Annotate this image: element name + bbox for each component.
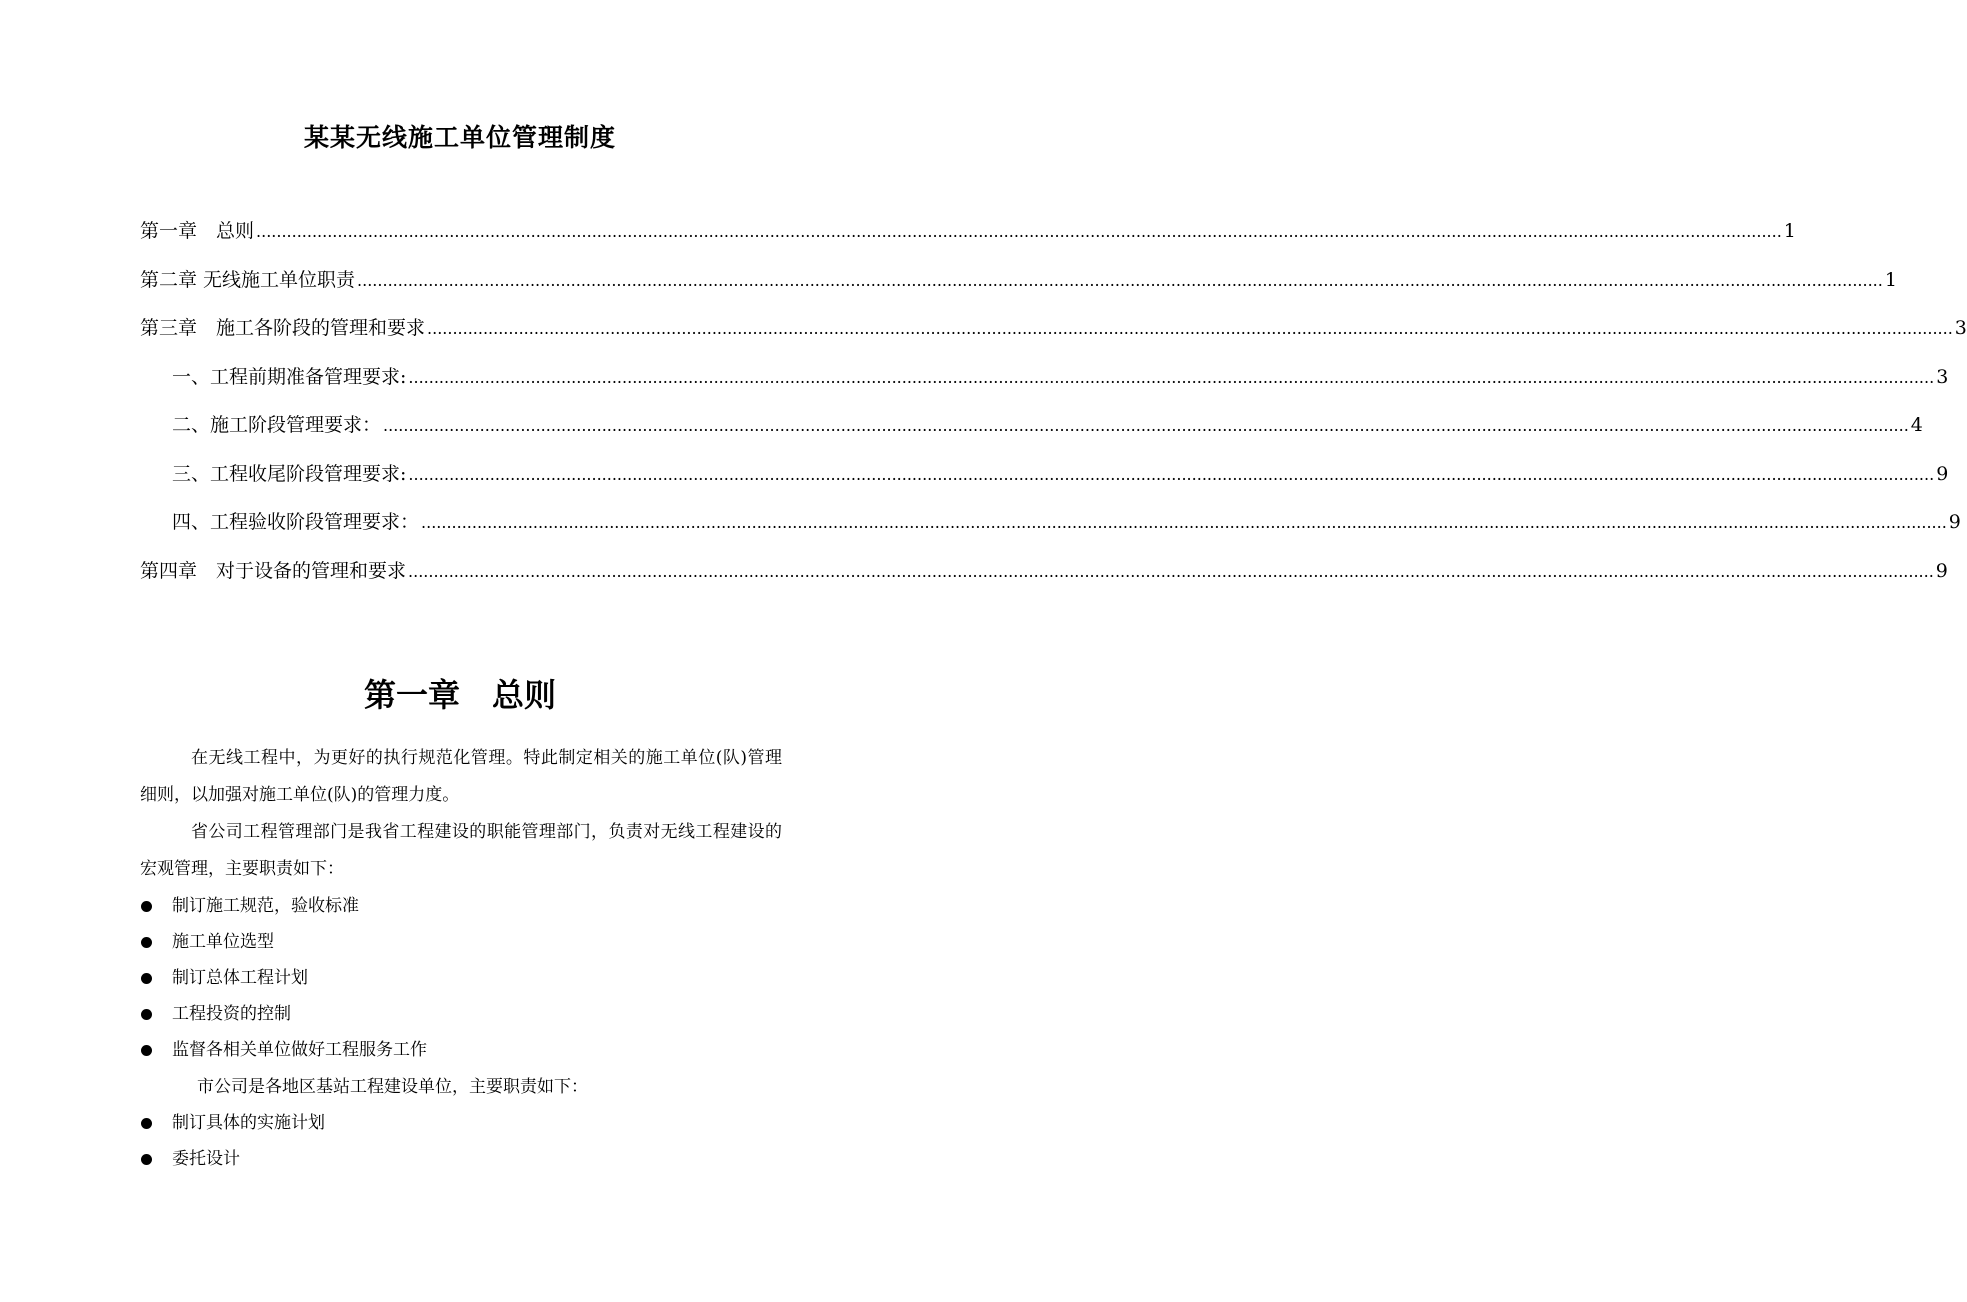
toc-page-number: 9 [1935,559,1948,582]
toc-entry-text: 第二章 无线施工单位职责 [140,268,356,291]
toc-entry-text: 三、工程收尾阶段管理要求: [172,462,407,485]
toc-entry[interactable] [140,556,1948,605]
bullet-icon [141,973,152,984]
table-of-contents [140,216,1967,604]
chapter-body [140,740,782,1177]
list-item [140,960,782,996]
bullet-icon [141,1118,152,1129]
toc-leader-dots: ............................................................................................................................................................................................................................................................................................................ [383,416,1909,435]
list-item [140,1033,782,1069]
toc-page-number: 4 [1910,414,1923,436]
chapter-heading: 第一章 总则 [363,676,556,714]
toc-leader-dots: ............................................................................................................................................................................................................................................................................................................ [256,222,1782,241]
toc-leader-dots: ............................................................................................................................................................................................................................................................................................................ [427,319,1953,338]
list-item [140,1141,782,1177]
list-item [140,1105,782,1141]
toc-entry[interactable] [140,265,1897,314]
bullet-icon [141,1045,152,1056]
toc-page-number: 9 [1936,462,1949,485]
toc-entry[interactable] [140,362,1949,411]
toc-leader-dots: ............................................................................................................................................................................................................................................................................................................ [408,367,1935,387]
toc-entry-text: 一、工程前期准备管理要求: [172,365,407,388]
document-title: 某某无线施工单位管理制度 [303,123,616,152]
toc-page-number: 1 [1884,268,1897,291]
body-paragraph: 省公司工程管理部门是我省工程建设的职能管理部门，负责对无线工程建设的宏观管理，主要职责如下： [140,822,782,879]
toc-page-number: 3 [1936,365,1949,388]
toc-entry-text: 第四章 对于设备的管理和要求 [140,559,407,582]
list-item [140,888,782,924]
list-item [140,997,782,1033]
toc-entry[interactable] [140,313,1967,362]
toc-entry[interactable] [140,216,1796,265]
bullet-list [140,1105,782,1177]
list-item [140,924,782,960]
list-item-text: 制订具体的实施计划 [172,1112,325,1133]
list-item-text: 监督各相关单位做好工程服务工作 [172,1040,427,1061]
toc-page-number: 3 [1954,317,1967,339]
toc-entry-text: 二、施工阶段管理要求： [172,414,382,436]
toc-leader-dots: ............................................................................................................................................................................................................................................................................................................ [408,561,1934,581]
toc-entry-text: 第三章 施工各阶段的管理和要求 [140,317,426,339]
body-paragraph: 市公司是各地区基站工程建设单位，主要职责如下： [197,1076,588,1097]
bullet-icon [141,937,152,948]
toc-leader-dots: ............................................................................................................................................................................................................................................................................................................ [421,513,1947,532]
toc-entry[interactable] [140,507,1961,556]
bullet-icon [141,901,152,912]
toc-entry-text: 四、工程验收阶段管理要求： [172,511,420,533]
toc-entry[interactable] [140,459,1949,508]
list-item-text: 施工单位选型 [172,931,274,952]
toc-leader-dots: ............................................................................................................................................................................................................................................................................................................ [408,464,1935,484]
list-item-text: 委托设计 [172,1148,240,1169]
list-item-text: 制订总体工程计划 [172,967,308,988]
toc-entry-text: 第一章 总则 [140,220,255,242]
bullet-icon [141,1009,152,1020]
list-item-text: 制订施工规范，验收标准 [172,895,359,916]
toc-page-number: 1 [1783,220,1796,242]
toc-leader-dots: ............................................................................................................................................................................................................................................................................................................ [357,270,1883,290]
bullet-list [140,888,782,1069]
toc-entry[interactable] [140,410,1923,459]
list-item-text: 工程投资的控制 [172,1004,291,1025]
body-paragraph: 在无线工程中，为更好的执行规范化管理。特此制定相关的施工单位(队)管理细则，以加强对施工单位(队)的管理力度。 [140,748,782,805]
bullet-icon [141,1154,152,1165]
toc-page-number: 9 [1948,511,1961,533]
